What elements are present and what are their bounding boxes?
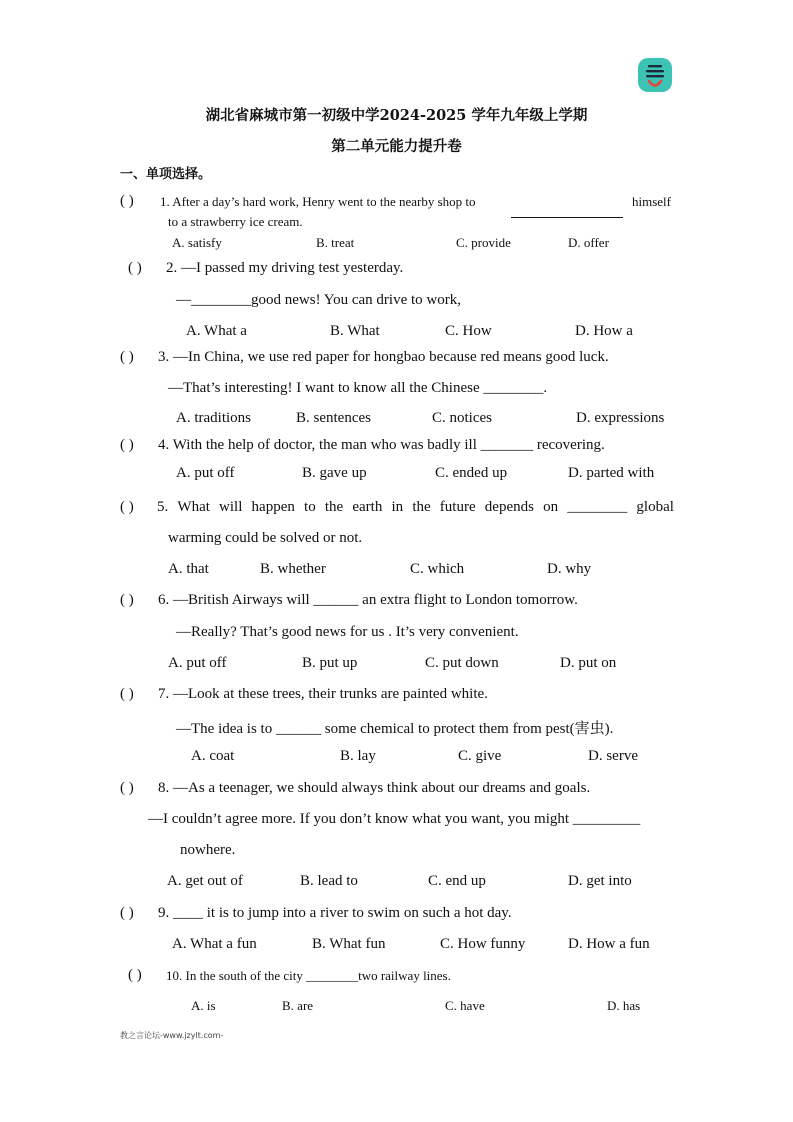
q5-option-c: C. which [410,561,465,577]
q5-stem [157,499,674,516]
q5-word: on [543,499,559,515]
page-title: 湖北省麻城市第一初级中学2024-2025 学年九年级上学期 [205,107,588,124]
section-heading: 一、单项选择。 [120,167,212,182]
q3-option-d: D. expressions [576,410,665,426]
q2-stem-line2: —________good news! You can drive to work, [176,292,461,308]
q5-word: 5. [157,499,169,515]
q2-option-b: B. What [330,323,380,339]
q7-option-a: A. coat [191,748,235,764]
q6-stem: 6. —British Airways will ______ an extra flight to London tomorrow. [158,592,578,608]
q5-word: global [636,499,674,515]
q8-stem: 8. —As a teenager, we should always think about our dreams and goals. [158,780,591,796]
q9-paren: ( ) [120,905,134,921]
q7-option-c: C. give [458,748,502,764]
q5-word: the [324,499,344,515]
q7-option-d: D. serve [588,748,638,764]
q5-word: depends [484,499,534,515]
q5-word: What [177,499,210,515]
q3-option-c: C. notices [432,410,492,426]
q8-stem-line3: nowhere. [180,842,236,858]
q9-stem: 9. ____ it is to jump into a river to swim on such a hot day. [158,905,512,921]
footer-watermark: 教之言论坛-www.jzylt.com- [120,1031,224,1040]
q2-option-c: C. How [445,323,492,339]
q8-option-c: C. end up [428,873,486,889]
page-subtitle: 第二单元能力提升卷 [331,138,462,155]
q1-stem: 1. After a day’s hard work, Henry went to the nearby shop to [160,194,476,209]
q4-option-d: D. parted with [568,465,655,481]
q5-option-a: A. that [168,561,209,577]
q7-paren: ( ) [120,686,134,702]
q8-paren: ( ) [120,780,134,796]
q2-option-d: D. How a [575,323,633,339]
q3-stem: 3. —In China, we use red paper for hongbao because red means good luck. [158,349,609,365]
q5-word: to [304,499,316,515]
q10-option-d: D. has [607,998,641,1013]
q2-stem: 2. —I passed my driving test yesterday. [166,260,404,276]
q8-option-d: D. get into [568,873,632,889]
q4-stem: 4. With the help of doctor, the man who was badly ill _______ recovering. [158,437,605,453]
speech-bubble-logo-icon [637,57,673,95]
q4-option-b: B. gave up [302,465,367,481]
q1-blank [511,207,623,225]
q8-option-b: B. lead to [300,873,358,889]
q8-option-a: A. get out of [167,873,243,889]
q5-option-d: D. why [547,561,592,577]
q9-option-b: B. What fun [312,936,386,952]
q1-stem-after: himself [632,194,671,209]
q6-option-a: A. put off [168,655,227,671]
q4-option-c: C. ended up [435,465,508,481]
q3-option-b: B. sentences [296,410,371,426]
q10-stem: 10. In the south of the city ________two railway lines. [166,968,451,983]
q6-option-d: D. put on [560,655,617,671]
q10-option-a: A. is [191,998,216,1013]
q6-option-b: B. put up [302,655,358,671]
q1-option-b: B. treat [316,235,355,250]
q6-stem-line2: —Really? That’s good news for us . It’s very convenient. [176,624,519,640]
q4-paren: ( ) [120,437,134,453]
q7-stem: 7. —Look at these trees, their trunks are painted white. [158,686,488,702]
q5-word: in [391,499,404,515]
q6-paren: ( ) [120,592,134,608]
q3-stem-line2: —That’s interesting! I want to know all the Chinese ________. [168,380,548,396]
q9-option-d: D. How a fun [568,936,650,952]
q5-word: the [412,499,431,515]
q1-option-d: D. offer [568,235,609,250]
q9-option-c: C. How funny [440,936,526,952]
q7-option-b: B. lay [340,748,376,764]
q5-word: happen [251,499,295,515]
q1-paren: ( ) [120,193,134,209]
q1-option-c: C. provide [456,235,511,250]
q3-paren: ( ) [120,349,134,365]
q7-stem-line2: —The idea is to ______ some chemical to protect them from pest(害虫). [176,721,614,737]
q1-stem-line2: to a strawberry ice cream. [168,214,303,229]
q5-word: will [219,499,243,515]
q10-option-c: C. have [445,998,485,1013]
q5-word: future [439,499,476,515]
q5-paren: ( ) [120,499,134,515]
q3-option-a: A. traditions [176,410,251,426]
q2-option-a: A. What a [186,323,247,339]
q5-option-b: B. whether [260,561,326,577]
q8-stem-line2: —I couldn’t agree more. If you don’t know what you want, you might _________ [148,811,641,827]
q10-option-b: B. are [282,998,314,1013]
q1-option-a: A. satisfy [172,235,222,250]
q2-paren: ( ) [128,260,142,276]
q9-option-a: A. What a fun [172,936,257,952]
q5-stem-line2: warming could be solved or not. [168,530,363,546]
q5-word: ________ [567,499,628,515]
q6-option-c: C. put down [425,655,499,671]
q4-option-a: A. put off [176,465,235,481]
q5-word: earth [352,499,383,515]
q10-paren: ( ) [128,967,142,983]
